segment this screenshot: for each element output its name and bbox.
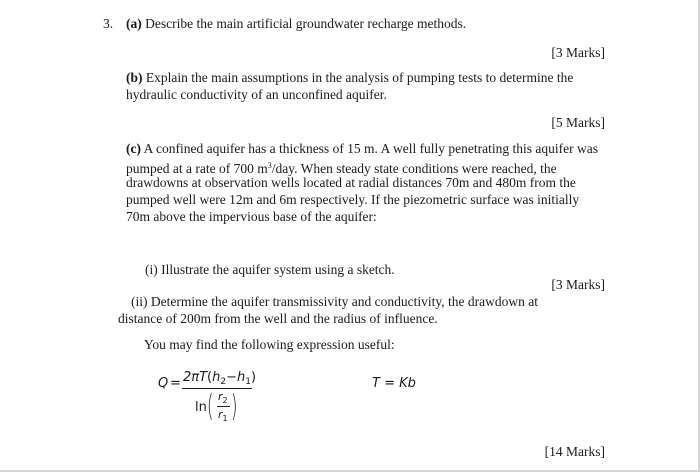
part-b-text-line2: hydraulic conductivity of an unconfined aquifer. (126, 87, 387, 102)
sub-question-ii-line2: distance of 200m from the well and the radius of influence. (118, 311, 438, 326)
part-c-label: (c) (126, 141, 141, 156)
part-b-text-line1 (126, 69, 606, 86)
part-c-line3: drawdowns at observation wells located at radial distances 70m and 480m from the (126, 175, 576, 190)
question-number: 3. (103, 16, 114, 31)
part-c-rate-start: pumped at a rate of 700 m (126, 161, 268, 176)
formula2-kb: Kb (399, 376, 416, 391)
part-c-line1 (126, 140, 605, 157)
sub-question-i: (i) Illustrate the aquifer system using a sketch. (145, 262, 395, 277)
sub-question-ii-line1: (ii) Determine the aquifer transmissivity and conductivity, the drawdown at (131, 294, 539, 309)
part-c-line4: pumped well were 12m and 6m respectively. If the piezometric surface was initially (126, 192, 580, 207)
formula-hint: You may find the following expression useful: (144, 337, 395, 352)
formula-den-open-paren: ( (207, 389, 214, 424)
formula-ln: ln (195, 400, 207, 415)
thiem-equation (158, 370, 268, 430)
formula-main-fraction-bar (182, 388, 252, 389)
formula-r1: $r_1$ (218, 408, 228, 423)
part-b-question-line1: Explain the main assumptions in the analysis of pumping tests to determine the (145, 70, 574, 85)
formula-r-fraction-bar (217, 406, 230, 407)
part-b-marks: [5 Marks] (551, 115, 605, 130)
part-a-text (126, 15, 606, 32)
formula2-equals: = (379, 376, 400, 391)
part-a-label: (a) (126, 16, 142, 31)
part-c-line5: 70m above the impervious base of the aquifer: (126, 209, 377, 224)
part-c-rate-sup: 3 (267, 161, 272, 170)
part-a-question: Describe the main artificial groundwater recharge methods. (145, 16, 467, 31)
part-b-label: (b) (126, 70, 143, 85)
formula-q: Q (158, 376, 169, 391)
part-c-rate-end: /day. When steady state conditions were reached, the (271, 161, 557, 176)
formula2-t: T (372, 376, 380, 391)
formula-equals: = (170, 376, 181, 391)
formula-r2: $r_2$ (218, 390, 228, 405)
formula-numerator: $2\pi T(h_2-h_1)$ (183, 370, 257, 387)
part-c-line1-text: A confined aquifer has a thickness of 15 m. A well fully penetrating this aquifer was (143, 141, 599, 156)
transmissivity-equation (372, 376, 416, 391)
formula-den-close-paren: ) (231, 389, 238, 424)
part-a-marks: [3 Marks] (551, 45, 605, 60)
part-c-marks: [14 Marks] (544, 444, 605, 459)
sub-question-i-marks: [3 Marks] (551, 277, 605, 292)
